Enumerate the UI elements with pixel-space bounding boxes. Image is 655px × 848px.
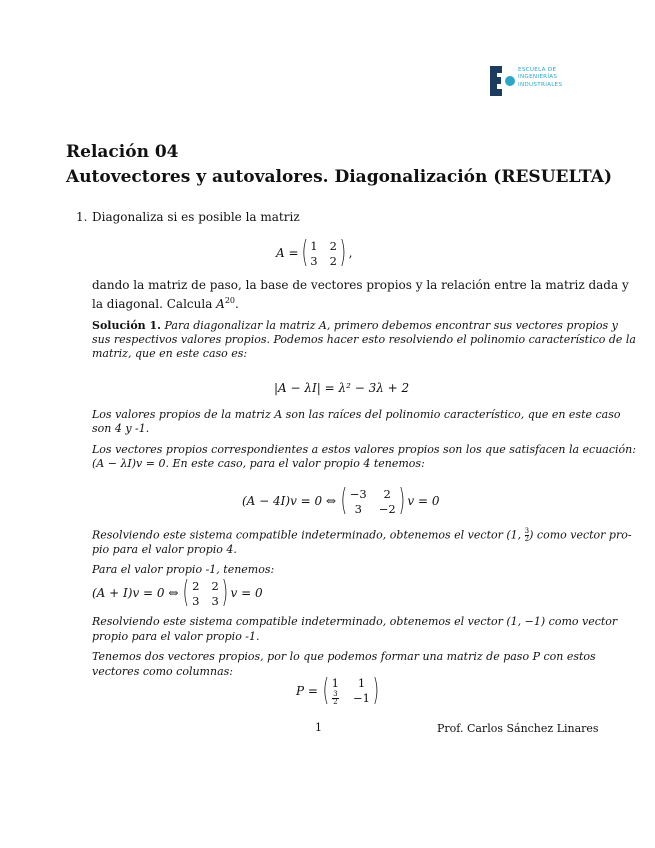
logo-line-3: INDUSTRIALES (518, 81, 563, 88)
eq4-rhs: v = 0 (407, 494, 440, 508)
logo-line-2: INGENIERÍAS (518, 74, 558, 81)
matrix-cell: 1 (357, 676, 366, 690)
solution-para2-line1: Los valores propios de la matriz A son las raíces del polinomio característico, que en este caso (92, 408, 621, 421)
solution-para7-line2: vectores como columnas: (92, 665, 233, 678)
solution-para1-line1 (92, 319, 618, 333)
matrix-cell: 2 (192, 578, 200, 593)
matrix-A-equation: A = ( 1 2 3 2 ) , (276, 235, 353, 270)
page-title: Relación 04 (66, 142, 179, 162)
solution-label: Solución 1. (92, 319, 161, 332)
fraction-num: 3 (524, 527, 530, 535)
text-part: Para diagonalizar la matriz A, primero debemos encontrar sus vectores propios y (164, 319, 618, 332)
matrix-cell: 3 (192, 593, 200, 608)
matrix-cell: −3 (349, 486, 367, 501)
fraction-den: 2 (524, 535, 530, 543)
power-exponent: 20 (224, 296, 236, 305)
matrix-cell: 2 (383, 486, 391, 501)
solution-para7-line1: Tenemos dos vectores propios, por lo que podemos formar una matriz de paso P con estos (92, 650, 596, 663)
matrix-cell-fraction (332, 691, 339, 706)
exercise-intro: Diagonaliza si es posible la matriz (92, 210, 300, 224)
matrix-comma: , (348, 246, 353, 260)
solution-para3-line2: (A − λI)v = 0. En este caso, para el valor propio 4 tenemos: (92, 457, 425, 470)
text-part: Resolviendo este sistema compatible indeterminado, obtenemos el vector (1, (92, 528, 525, 542)
text-part: ) como vector pro- (529, 528, 632, 542)
solution-para4-line2: pio para el valor propio 4. (92, 543, 237, 556)
eigen-equation-4: (A − 4I)v = 0 ⇔ ( −3 2 3 −2 ) v = 0 (242, 483, 440, 518)
school-logo (488, 64, 578, 100)
matrix-cell: 2 (211, 578, 219, 593)
exercise-number: 1. (76, 210, 88, 224)
exercise-text-line-1: dando la matriz de paso, la base de vectores propios y la relación entre la matriz dada y (92, 278, 629, 292)
solution-para5: Para el valor propio -1, tenemos: (92, 563, 275, 576)
matrix-cell: 2 (329, 253, 337, 268)
fraction-num: 3 (333, 690, 338, 698)
matrix-cell: 1 (331, 676, 339, 690)
text-part: la diagonal. Calcula (92, 297, 217, 311)
matrix-cell: 2 (329, 238, 337, 253)
fraction-den: 2 (333, 698, 338, 706)
p-lhs: P = (296, 684, 318, 698)
matrix-cell: −2 (378, 501, 396, 516)
school-logo-text (518, 67, 562, 89)
power-base: A (216, 297, 225, 311)
footer-author: Prof. Carlos Sánchez Linares (437, 722, 599, 735)
p-matrix (332, 676, 370, 706)
eq4-lhs: (A − 4I)v = 0 ⇔ (242, 494, 337, 508)
eq1-matrix (192, 579, 219, 608)
logo-line-1: ESCUELA DE (518, 67, 557, 73)
solution-para1-line3: matriz, que en este caso es: (92, 347, 248, 360)
matrix-A (310, 239, 337, 268)
matrix-cell: 1 (310, 238, 318, 253)
matrix-cell: 3 (310, 253, 318, 268)
solution-para1-line2: sus respectivos valores propios. Podemos hacer esto resolviendo el polinomio característico de la (92, 333, 636, 346)
matrix-cell: 3 (211, 593, 219, 608)
eq1-rhs: v = 0 (230, 586, 263, 600)
page-subtitle: Autovectores y autovalores. Diagonalización (RESUELTA) (66, 167, 613, 187)
change-of-basis-matrix: P = ( 1 1 $\frac{3}{2}$ −1 ) (296, 673, 380, 708)
solution-para2-line2: son 4 y -1. (92, 422, 150, 435)
school-logo-icon (488, 64, 518, 98)
text-part: . (235, 297, 239, 311)
exercise-text-line-2 (92, 293, 239, 312)
eq4-matrix (350, 487, 396, 516)
solution-para6-line2: propio para el valor propio -1. (92, 630, 260, 643)
matrix-cell: −1 (353, 691, 370, 705)
matrix-cell: 3 (354, 501, 362, 516)
eq1-lhs: (A + I)v = 0 ⇔ (92, 586, 179, 600)
solution-para4-line1 (92, 528, 632, 543)
solution-para6-line1: Resolviendo este sistema compatible indeterminado, obtenemos el vector (1, −1) como vector (92, 615, 618, 628)
matrix-A-lhs: A = (276, 246, 299, 260)
characteristic-polynomial: |A − λI| = λ² − 3λ + 2 (274, 381, 410, 395)
page-number: 1 (315, 721, 322, 734)
solution-para3-line1: Los vectores propios correspondientes a estos valores propios son los que satisfacen la ecuación: (92, 443, 636, 456)
eigen-equation-minus1: (A + I)v = 0 ⇔ ( 2 2 3 3 ) v = 0 (92, 575, 263, 610)
